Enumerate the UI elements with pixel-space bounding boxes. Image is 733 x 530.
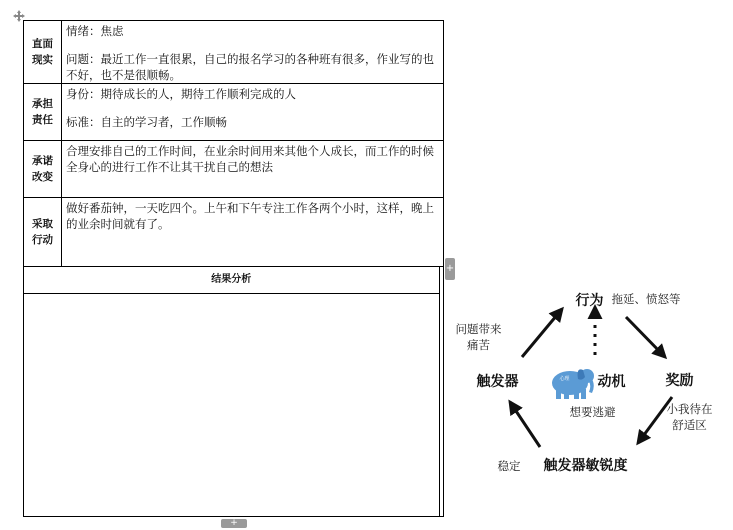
row-label: 承诺 改变 — [24, 141, 62, 198]
content-line: 情绪：焦虑 — [66, 24, 124, 38]
row-content[interactable] — [62, 141, 444, 198]
habit-loop-diagram — [440, 267, 733, 517]
arrow-trigger-to-behavior — [522, 309, 562, 357]
content-line: 问题：最近工作一直很累，自己的报名学习的各种班有很多，作业写的也不好，也不是很顺畅。 — [66, 52, 434, 82]
habit-loop-diagram-cell[interactable] — [439, 267, 713, 517]
analysis-row — [24, 267, 444, 517]
motive-label: 动机 — [597, 374, 626, 390]
row-label: 直面 现实 — [24, 21, 62, 84]
behavior-note: 拖延、愤怒等 — [611, 292, 681, 306]
analysis-cell[interactable] — [24, 267, 440, 517]
reward-note: 小我待在 舒适区 — [666, 402, 713, 432]
sensitivity-note: 稳定 — [497, 459, 521, 473]
trigger-note: 问题带来 痛苦 — [455, 322, 502, 352]
row-label: 承担 责任 — [24, 84, 62, 141]
behavior-label: 行为 — [575, 293, 604, 309]
content-line: 身份：期待成长的人，期待工作顺利完成的人 — [66, 87, 296, 101]
row-content[interactable] — [62, 84, 444, 141]
motive-note: 想要逃避 — [569, 405, 616, 419]
table-row — [24, 141, 444, 198]
table-row — [24, 84, 444, 141]
trigger-label: 触发器 — [476, 374, 519, 390]
arrow-behavior-to-reward — [626, 317, 665, 357]
content-line: 合理安排自己的工作时间，在业余时间用来其他个人成长，而工作的时候全身心的进行工作不让其干扰自己的想法 — [66, 144, 434, 174]
elephant-icon — [552, 369, 594, 399]
row-content[interactable] — [62, 198, 444, 267]
elephant-badge: 心理 — [559, 376, 570, 382]
content-line: 做好番茄钟，一天吃四个。上午和下午专注工作各两个小时，这样，晚上的业余时间就有了。 — [66, 201, 434, 231]
table-row — [24, 21, 444, 84]
row-content[interactable] — [62, 21, 444, 84]
table-row — [24, 198, 444, 267]
arrow-sensitivity-to-trigger — [510, 402, 540, 447]
add-column-handle-icon[interactable]: + — [445, 258, 455, 280]
reflection-table — [23, 20, 713, 517]
content-line: 标准：自主的学习者，工作顺畅 — [66, 115, 227, 129]
add-row-handle-icon[interactable]: + — [221, 519, 247, 528]
row-label: 采取 行动 — [24, 198, 62, 267]
analysis-title: 结果分析 — [24, 267, 439, 294]
sensitivity-label: 触发器敏锐度 — [543, 458, 628, 474]
reward-label: 奖励 — [665, 373, 694, 389]
